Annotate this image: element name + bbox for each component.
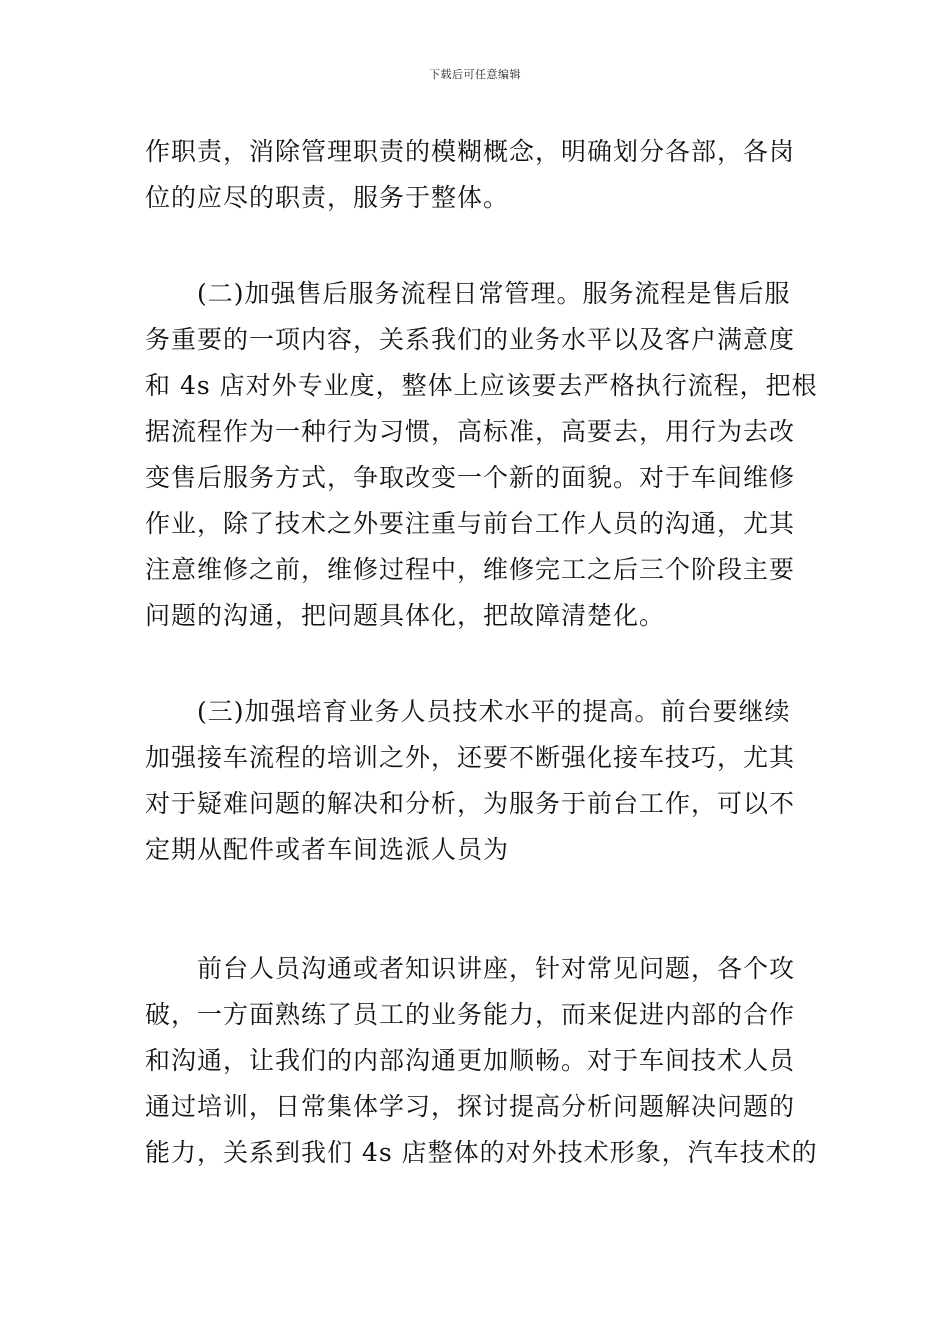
- text-line: 变售后服务方式，争取改变一个新的面貌。对于车间维修: [145, 463, 796, 492]
- text-line: 据流程作为一种行为习惯，高标准，高要去，用行为去改: [145, 417, 796, 446]
- page-header: 下载后可任意编辑: [429, 68, 521, 81]
- text-line: 位的应尽的职责，服务于整体。: [145, 183, 510, 212]
- text-line: 通过培训，日常集体学习，探讨提高分析问题解决问题的: [145, 1092, 796, 1121]
- text-line: 加强接车流程的培训之外，还要不断强化接车技巧，尤其: [145, 743, 796, 772]
- text-line: (三)加强培育业务人员技术水平的提高。前台要继续: [197, 697, 791, 726]
- text-line: 注意维修之前，维修过程中，维修完工之后三个阶段主要: [145, 555, 796, 584]
- paragraph-4: [145, 946, 818, 1176]
- text-line: 能力，关系到我们 4s 店整体的对外技术形象，汽车技术的: [145, 1138, 818, 1167]
- paragraph-gap: [145, 639, 810, 689]
- paragraph-gap: [145, 221, 810, 271]
- paragraph-3: [145, 689, 810, 873]
- text-line: 和 4s 店对外专业度，整体上应该要去严格执行流程，把根: [145, 371, 818, 400]
- text-line: 破，一方面熟练了员工的业务能力，而来促进内部的合作: [145, 1000, 796, 1029]
- text-line: 定期从配件或者车间选派人员为: [145, 835, 510, 864]
- text-line: (二)加强售后服务流程日常管理。服务流程是售后服: [197, 279, 791, 308]
- text-line: 作业，除了技术之外要注重与前台工作人员的沟通，尤其: [145, 509, 796, 538]
- text-line: 务重要的一项内容，关系我们的业务水平以及客户满意度: [145, 325, 796, 354]
- paragraph-2: [145, 271, 818, 639]
- paragraph-gap: [145, 873, 810, 946]
- document-body: [145, 129, 818, 1176]
- text-line: 作职责，消除管理职责的模糊概念，明确划分各部，各岗: [145, 137, 796, 166]
- text-line: 对于疑难问题的解决和分析，为服务于前台工作，可以不: [145, 789, 796, 818]
- text-line: 前台人员沟通或者知识讲座，针对常见问题，各个攻: [197, 954, 796, 983]
- text-line: 和沟通，让我们的内部沟通更加顺畅。对于车间技术人员: [145, 1046, 796, 1075]
- text-line: 问题的沟通，把问题具体化，把故障清楚化。: [145, 601, 666, 630]
- paragraph-1: [145, 129, 810, 221]
